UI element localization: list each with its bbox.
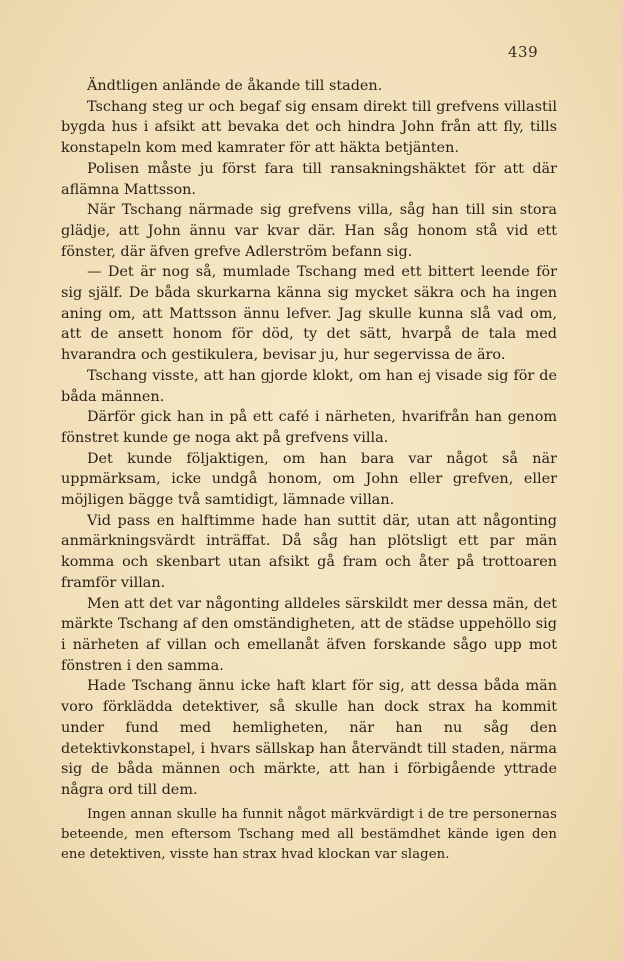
paragraph: Det kunde följaktigen, om han bara var något så när uppmärksam, icke undgå honom, om John eller grefven, eller möjligen bägge två samtidigt, lämnade villan. bbox=[61, 450, 557, 509]
page-number: 439 bbox=[508, 43, 539, 61]
paragraph: När Tschang närmade sig grefvens villa, såg han till sin stora glädje, att John ännu var kvar där. Han såg honom stå vid ett fönster, där äfven grefve Adlerström befann sig. bbox=[61, 202, 557, 260]
body-text bbox=[61, 76, 557, 865]
paragraph: Men att det var någonting alldeles särskildt mer dessa män, det märkte Tschang af den omständigheten, att de städse uppehöllo sig i närheten af villan och emellanåt äfven forskande sågo upp mot fönstren i den samma. bbox=[61, 595, 557, 674]
paragraph: Hade Tschang ännu icke haft klart för sig, att dessa båda män voro förklädda detektiver, så skulle han dock strax ha kommit under fund med hemligheten, när han nu såg den detektivkonstapel, i hvars sällskap han återvändt till staden, närma sig de båda männen och märkte, att han i förbigående yttrade några ord till dem. bbox=[61, 678, 557, 798]
paragraph: Ändtligen anlände de åkande till staden. bbox=[87, 78, 383, 94]
paragraph: Polisen måste ju först fara till ransakningshäktet för att där aflämna Mattsson. bbox=[61, 160, 557, 198]
paragraph: Vid pass en halftimme hade han suttit där, utan att någonting anmärkningsvärdt inträffat. Då såg han plötsligt ett par män komma och skenbart utan afsikt gå fram och åter på trottoaren framför villan. bbox=[61, 512, 557, 591]
paragraph: Tschang visste, att han gjorde klokt, om han ej visade sig för de båda männen. bbox=[61, 367, 557, 405]
paragraph: — Det är nog så, mumlade Tschang med ett bittert leende för sig själf. De båda skurkarna känna sig mycket säkra och ha ingen aning om, att Mattsson ännu lefver. Jag skulle kunna slå vad om, att de ansett honom för död, ty det sätt, hvarpå de tala med hvarandra och gestikulera, bevisar ju, hur segervissa de äro. bbox=[61, 264, 557, 364]
paragraph: Därför gick han in på ett café i närheten, hvarifrån han genom fönstret kunde ge noga akt på grefvens villa. bbox=[61, 409, 557, 446]
paragraph: Tschang steg ur och begaf sig ensam direkt till grefvens villastil bygda hus i afsikt att bevaka det och hindra John från att fly, tills konstapeln kom med kamrater för att häkta betjänten. bbox=[61, 98, 557, 157]
paragraph: Ingen annan skulle ha funnit något märkvärdigt i de tre personernas beteende, men eftersom Tschang med all bestämdhet kände igen den ene detektiven, visste han strax hvad klockan var slagen. bbox=[61, 806, 557, 863]
